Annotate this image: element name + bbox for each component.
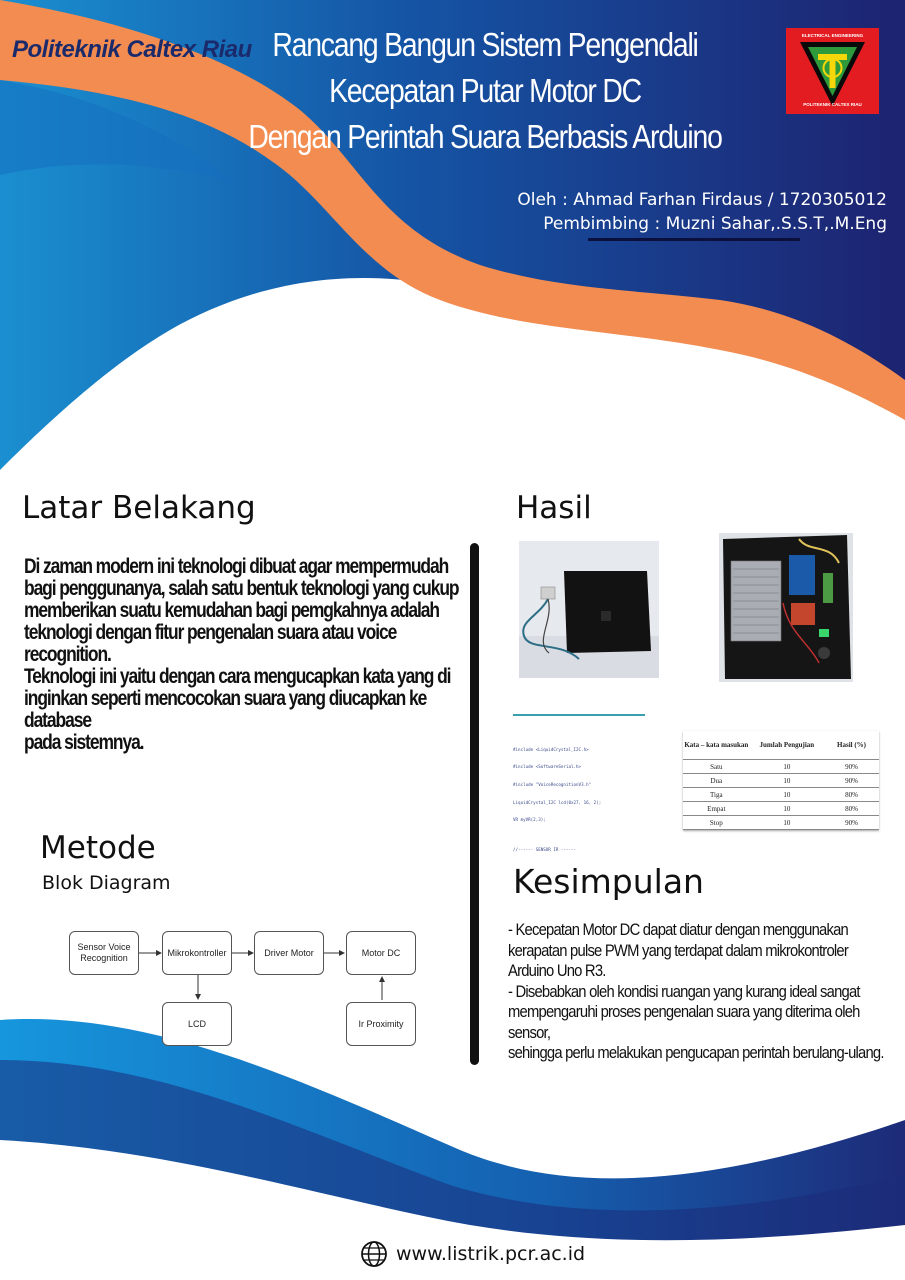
column-divider (470, 543, 479, 1065)
block-ir-proximity: Ir Proximity (346, 1002, 416, 1046)
table-row (683, 760, 879, 774)
logo-caption-top: ELECTRICAL ENGINEERING (801, 33, 864, 38)
globe-icon (360, 1240, 388, 1268)
block-diagram-subheading: Blok Diagram (42, 872, 171, 894)
code-line: VR myVR(2,3); (513, 817, 546, 823)
table-row (683, 774, 879, 788)
latar-line: memberikan suatu kemudahan bagi pemgkahnya adalah (24, 599, 439, 622)
latar-line: bagi penggunanya, salah satu bentuk teknologi yang cukup (24, 577, 459, 600)
table-cell: 90% (824, 774, 879, 788)
author-line: Oleh : Ahmad Farhan Firdaus / 1720305012 (517, 190, 887, 210)
table-row (683, 788, 879, 802)
institution-logo-text: Politeknik Caltex Riau (12, 36, 252, 63)
table-cell: Tiga (683, 788, 750, 802)
arduino-code-snippet (513, 714, 648, 852)
section-heading-metode: Metode (40, 830, 156, 866)
block-mikrokontroller: Mikrokontroller (162, 931, 232, 975)
code-line: LiquidCrystal_I2C lcd(0x27, 16, 2); (513, 799, 602, 805)
poster-title (240, 22, 730, 160)
title-line-1: Rancang Bangun Sistem Pengendali Kecepatan Putar Motor DC (272, 26, 698, 109)
code-line: //------ SENSOR IR ------ (513, 846, 577, 852)
latar-line: pada sistemnya. (24, 731, 144, 754)
latar-line: inginkan seperti mencocokan suara yang diucapkan ke database (24, 687, 427, 732)
footer-url-link[interactable]: www.listrik.pcr.ac.id (396, 1243, 586, 1265)
supervisor-underline (588, 238, 800, 241)
code-line: #include <LiquidCrystal_I2C.h> (513, 746, 589, 752)
code-line: #include <SoftwareSerial.h> (513, 764, 582, 770)
device-photo-front (519, 541, 659, 678)
code-lines (513, 735, 648, 852)
code-top-bar (513, 714, 645, 716)
section-heading-latar: Latar Belakang (22, 490, 256, 526)
table-cell: 10 (750, 802, 824, 816)
table-cell: 80% (824, 802, 879, 816)
kesimpulan-line: - Disebabkan oleh kondisi ruangan yang kurang ideal sangat (508, 981, 860, 1001)
table-cell: 10 (750, 774, 824, 788)
results-header-cell: Kata – kata masukan (683, 731, 750, 760)
kesimpulan-paragraph (508, 920, 891, 1064)
kesimpulan-line: mempengaruhi proses pengenalan suara yang diterima oleh sensor, (508, 1002, 860, 1042)
block-lcd: LCD (162, 1002, 232, 1046)
kesimpulan-line: sehingga perlu melakukan pengucapan perintah berulang-ulang. (508, 1043, 884, 1062)
results-table (683, 731, 879, 830)
block-sensor-voice-recognition: Sensor Voice Recognition (69, 931, 139, 975)
table-cell: 80% (824, 788, 879, 802)
table-row (683, 802, 879, 816)
logo-caption-bottom: POLITEKNIK CALTEX RIAU (803, 102, 862, 107)
results-table-header-row (683, 731, 879, 760)
section-heading-kesimpulan: Kesimpulan (513, 862, 704, 901)
section-heading-hasil: Hasil (516, 490, 592, 526)
block-motor-dc: Motor DC (346, 931, 416, 975)
latar-line: Teknologi ini yaitu dengan cara mengucapkan kata yang di (24, 665, 451, 688)
block-driver-motor: Driver Motor (254, 931, 324, 975)
table-cell: Stop (683, 816, 750, 830)
table-cell: 10 (750, 816, 824, 830)
table-cell: 10 (750, 760, 824, 774)
table-cell: 90% (824, 760, 879, 774)
latar-line: Di zaman modern ini teknologi dibuat agar mempermudah (24, 555, 449, 578)
footer (360, 1240, 585, 1268)
device-photo-internal (719, 533, 853, 682)
table-cell: Satu (683, 760, 750, 774)
supervisor-line: Pembimbing : Muzni Sahar,.S.S.T,.M.Eng (543, 214, 887, 234)
kesimpulan-line: Arduino Uno R3. (508, 961, 606, 980)
authors-block (517, 188, 887, 236)
latar-paragraph (24, 556, 476, 754)
table-cell: 10 (750, 788, 824, 802)
kesimpulan-line: kerapatan pulse PWM yang terdapat dalam mikrokontroler (508, 940, 848, 960)
kesimpulan-line: - Kecepatan Motor DC dapat diatur dengan menggunakan (508, 920, 848, 939)
table-cell: Empat (683, 802, 750, 816)
results-header-cell: Hasil (%) (824, 731, 879, 760)
latar-line: teknologi dengan fitur pengenalan suara atau voice recognition. (24, 621, 397, 666)
results-header-cell: Jumlah Pengujian (750, 731, 824, 760)
title-line-2: Dengan Perintah Suara Berbasis Arduino (248, 118, 722, 155)
table-cell: Dua (683, 774, 750, 788)
table-cell: 90% (824, 816, 879, 830)
table-row (683, 816, 879, 830)
code-line: #include "VoiceRecognitionV3.h" (513, 781, 592, 787)
